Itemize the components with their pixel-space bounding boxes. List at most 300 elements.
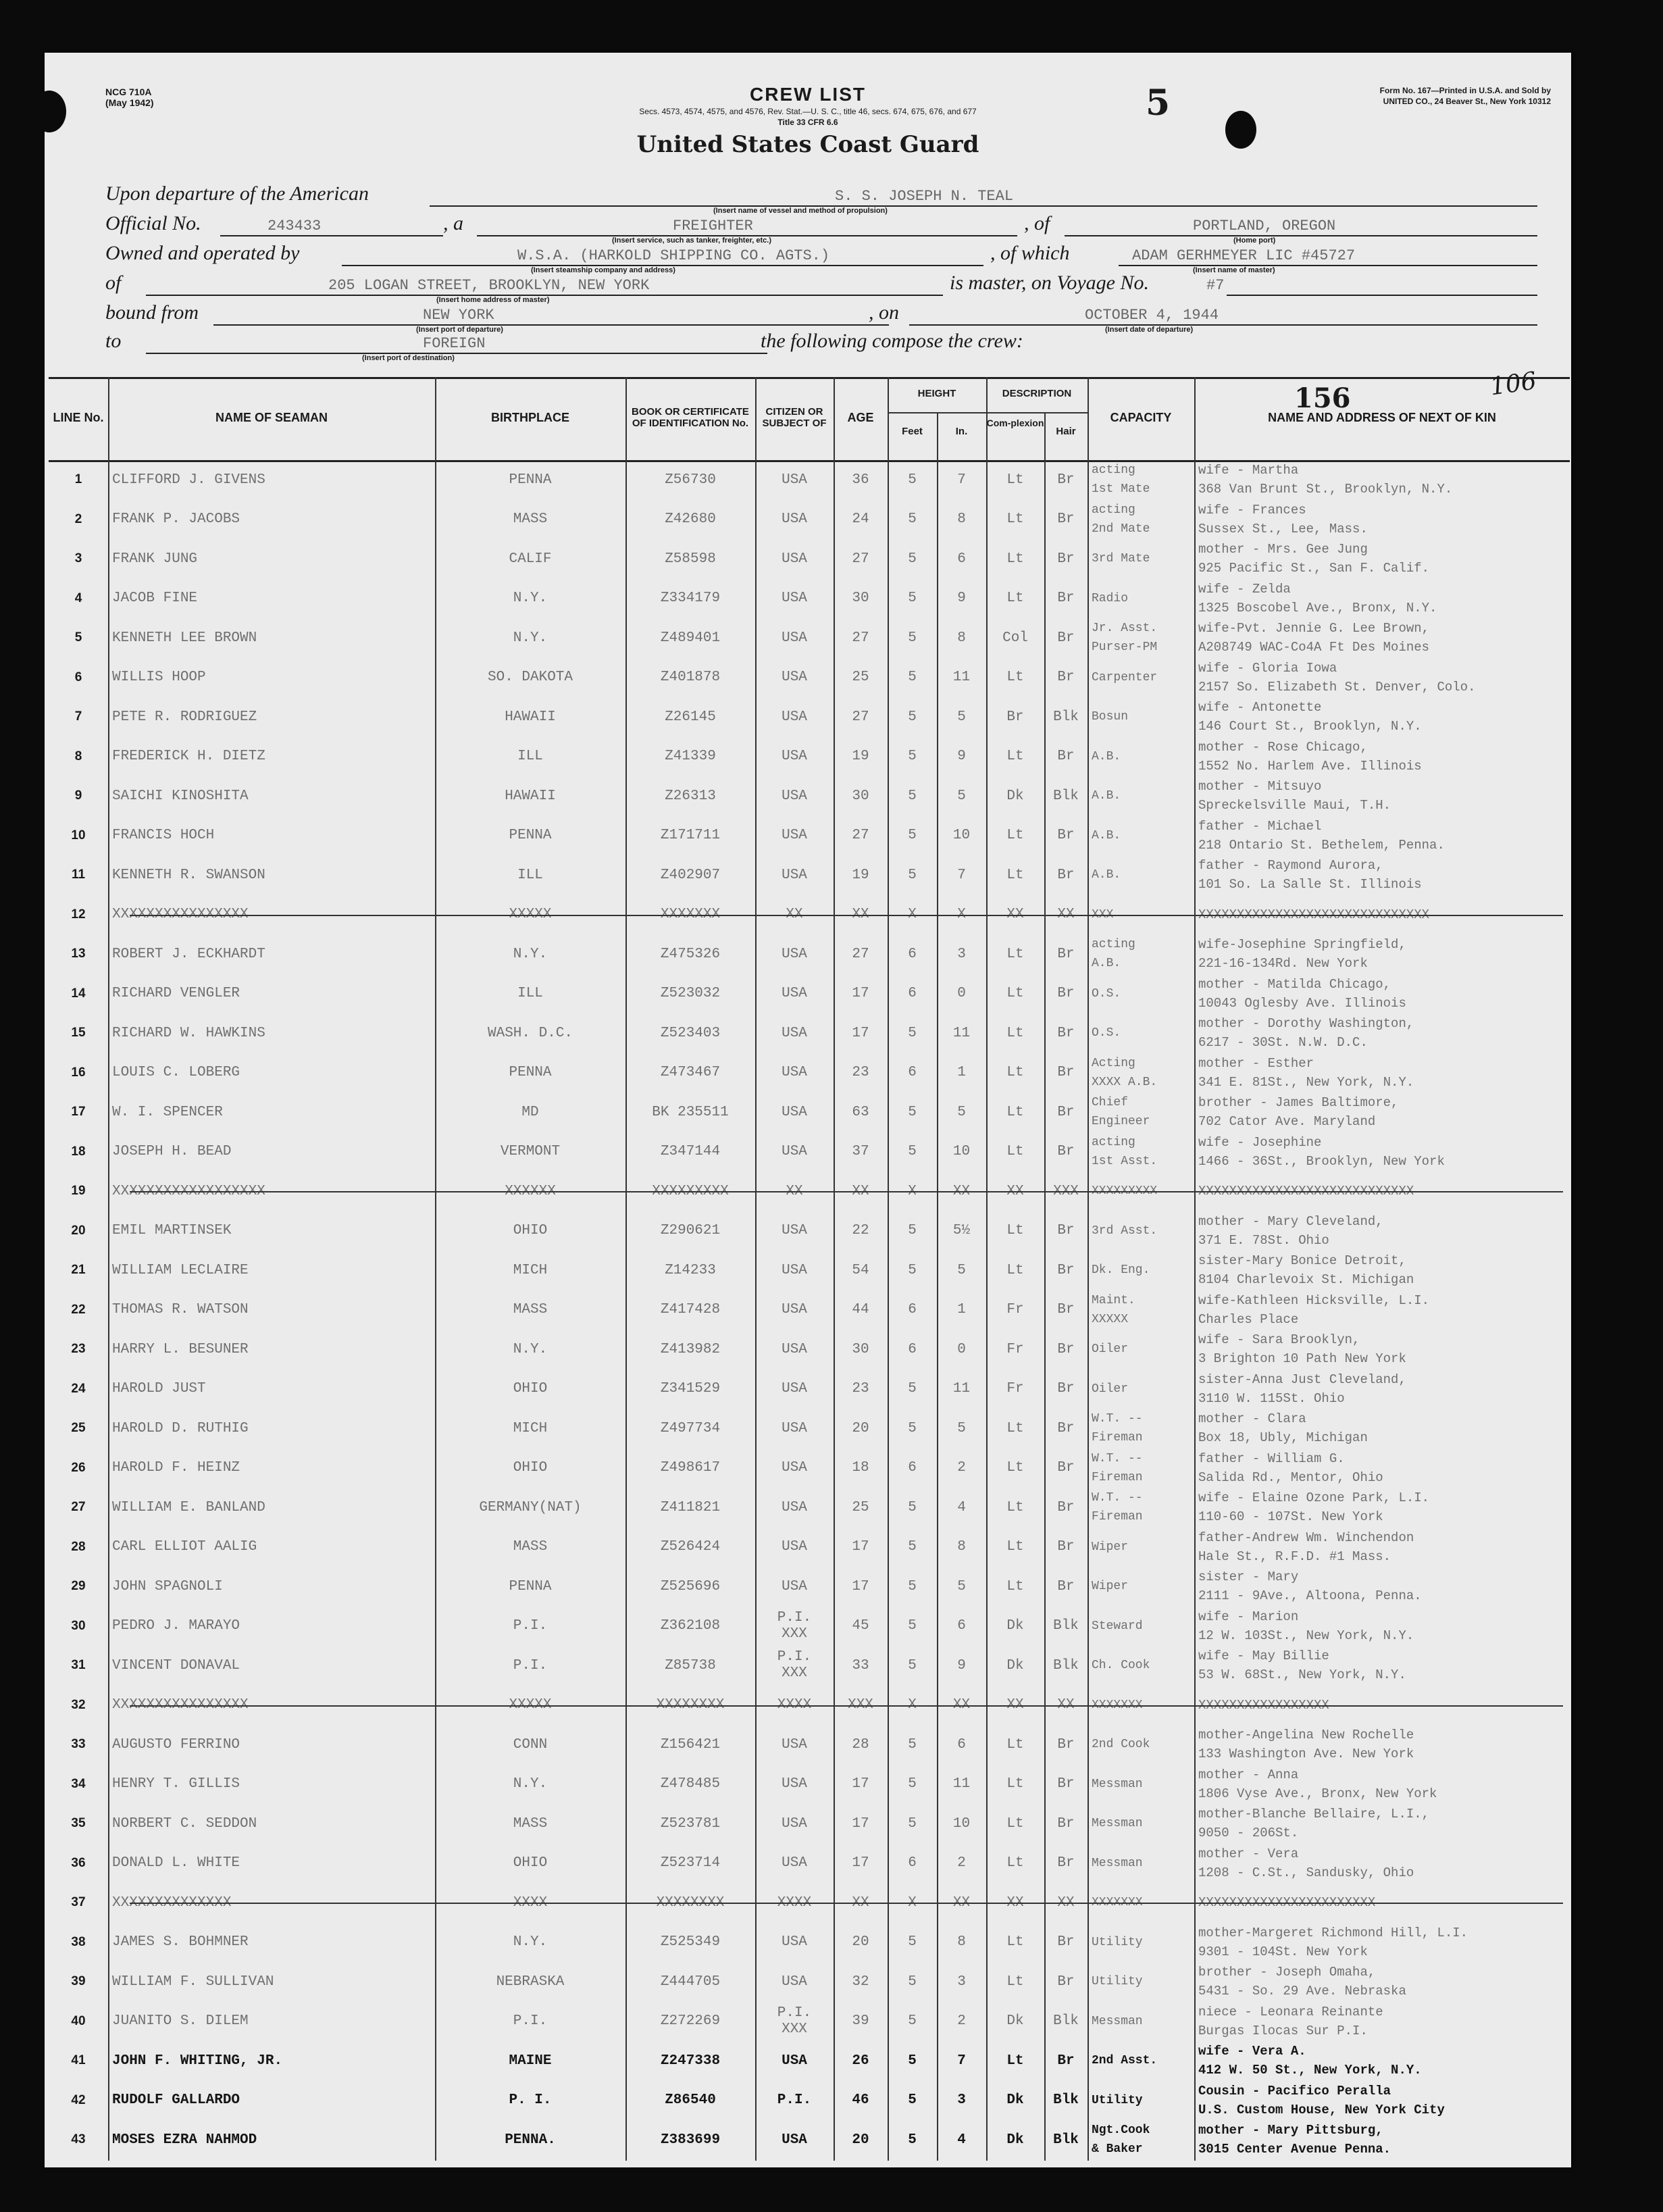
cell-cit: USA [782,1341,807,1357]
cell-kin [1194,500,1574,539]
official-no: 243433 [267,218,322,234]
cell-cit: USA [782,1815,807,1832]
cell-kin [1194,2081,1574,2120]
cell-cap [1088,1013,1198,1053]
cap-line: acting [1092,503,1135,517]
cell-birth: SO. DAKOTA [487,670,573,685]
cell-cap [1088,1725,1198,1764]
cell-cap [1088,539,1198,578]
cell-birth: WASH. D.C. [487,1025,573,1041]
kin-line: Charles Place [1198,1311,1299,1327]
cap-line: Oiler [1092,1382,1129,1396]
kin-line: mother - Mitsuyo [1198,779,1322,794]
kin-line: wife-Josephine Springfield, [1198,937,1406,952]
cell-hair: Br [1057,749,1075,764]
cell-age: 17 [852,1578,869,1594]
cell-ft: 5 [908,1657,917,1674]
cell-birth: XXXX [513,1894,548,1911]
cell-comp: Lt [1006,2053,1024,2069]
kin-line: wife - Josephine [1198,1134,1322,1150]
table-row [49,1883,1570,1922]
table-row [49,934,1570,974]
cell-ft: 6 [908,1065,917,1080]
cell-ft: 5 [908,1420,917,1436]
cell-comp: Dk [1006,2013,1024,2029]
cap-line: Steward [1092,1619,1143,1633]
cell-kin [1194,1330,1574,1369]
citizen-line: P.I. [777,1649,812,1665]
cell-comp: Lt [1006,1223,1024,1238]
cell-comp: Dk [1006,2132,1024,2148]
cap-line: Chief [1092,1096,1129,1109]
cell-birth: N.Y. [513,1934,548,1950]
cell-in: 5 [957,788,966,804]
cell-in: X [957,907,966,922]
cell-birth: CONN [513,1736,548,1753]
cell-hair: Br [1057,1934,1075,1950]
kin-line: XXXXXXXXXXXXXXXXXXXXXXXXXXXXXX [1198,907,1430,922]
kin-line: brother - James Baltimore, [1198,1095,1399,1110]
cell-name: WILLIS HOOP [112,670,206,685]
kin-line: 925 Pacific St., San F. Calif. [1198,561,1430,576]
kin-line: 101 So. La Salle St. Illinois [1198,877,1422,892]
cell-hair: XX [1057,907,1075,922]
cap-line: Ch. Cook [1092,1659,1150,1672]
kin-line: 341 E. 81St., New York, N.Y. [1198,1074,1414,1090]
cell-cap [1088,1330,1198,1369]
cap-line: acting [1092,1135,1135,1149]
departure-date: OCTOBER 4, 1944 [1085,307,1219,324]
cell-age: 45 [852,1618,869,1634]
cap-line: Utility [1092,1935,1143,1949]
cap-line: Purser-PM [1092,640,1158,654]
cell-book: Z272269 [660,2013,721,2029]
cell-age: 39 [852,2013,869,2029]
cell-cap [1088,974,1198,1013]
table-row [49,2120,1570,2159]
cell-ft: 5 [908,1618,917,1634]
cell-kin [1194,1369,1574,1409]
cell-no: 16 [71,1065,86,1080]
cell-ft: 5 [908,2132,917,2148]
cell-in: 8 [957,630,966,646]
kin-line: XXXXXXXXXXXXXXXXX [1198,1697,1329,1713]
cell-comp: XX [1006,1183,1024,1199]
cell-age: 23 [852,1381,869,1397]
cell-hair: Blk [1053,709,1079,725]
cell-birth: OHIO [513,1460,548,1476]
cell-cit: USA [782,828,807,843]
cell-in: 3 [957,2092,966,2108]
cell-comp: Lt [1006,511,1024,527]
cap-line: Wiper [1092,1580,1129,1593]
cell-no: 23 [71,1342,86,1356]
table-row [49,539,1570,578]
cell-book: Z290621 [660,1223,721,1238]
cell-age: 44 [852,1302,869,1317]
cell-ft: 6 [908,1302,917,1317]
cap-line: XXXXXXXXX [1092,1184,1158,1198]
cell-comp: Lt [1006,1499,1024,1515]
cell-cit: USA [782,472,807,488]
kin-line: mother - Mrs. Gee Jung [1198,542,1368,557]
cell-age: 46 [852,2092,869,2108]
cell-age: 17 [852,1815,869,1832]
cell-no: 40 [71,2013,86,2028]
cell-kin [1194,737,1574,776]
cell-no: 27 [71,1500,86,1514]
table-row [49,1646,1570,1685]
kin-line: sister-Mary Bonice Detroit, [1198,1253,1406,1268]
cap-line: 2nd Mate [1092,522,1150,536]
cell-comp: Lt [1006,551,1024,567]
cell-book: Z475326 [660,946,721,962]
kin-line: 368 Van Brunt St., Brooklyn, N.Y. [1198,482,1453,497]
kin-line: mother - Vera [1198,1846,1299,1861]
table-row [49,579,1570,618]
cell-comp: Lt [1006,1262,1024,1278]
cell-book: Z526424 [660,1539,721,1555]
cell-ft: 5 [908,1539,917,1555]
cell-no: 37 [71,1895,86,1909]
cell-cap [1088,1528,1198,1567]
cell-in: 6 [957,1736,966,1753]
cell-cit: P.I. [777,2092,812,2108]
cell-birth: PENNA [509,1578,552,1594]
cell-birth: ILL [517,986,543,1001]
cell-age: 17 [852,1539,869,1555]
kin-line: 702 Cator Ave. Maryland [1198,1114,1376,1129]
cell-ft: 5 [908,670,917,685]
cell-ft: 5 [908,630,917,646]
cap-line: Jr. Asst. [1092,622,1158,635]
cell-no: 9 [74,788,82,803]
cell-ft: 5 [908,1144,917,1159]
cell-cit: USA [782,1144,807,1159]
kin-line: U.S. Custom House, New York City [1198,2102,1445,2117]
cell-no: 41 [71,2053,86,2067]
cell-name: VINCENT DONAVAL [112,1657,240,1674]
cell-comp: Lt [1006,472,1024,488]
cell-no: 11 [71,868,86,882]
cell-kin [1194,1013,1574,1053]
cell-ft: 5 [908,788,917,804]
cap-line: W.T. -- [1092,1491,1143,1505]
cell-no: 43 [71,2132,86,2146]
cell-in: 2 [957,1855,966,1871]
cap-line: A.B. [1092,957,1121,970]
cell-name: DONALD L. WHITE [112,1855,240,1871]
cell-cit: USA [782,946,807,962]
cfr-reference: Title 33 CFR 6.6 [777,118,838,127]
table-row [49,737,1570,776]
table-row [49,1013,1570,1053]
cell-kin [1194,618,1574,657]
cell-ft: 5 [908,2053,917,2069]
cell-cap [1088,1488,1198,1527]
cell-cit: USA [782,1025,807,1041]
cell-name: WILLIAM F. SULLIVAN [112,1974,274,1990]
cap-line: 1st Asst. [1092,1154,1158,1168]
table-row [49,1092,1570,1132]
cell-cit: USA [782,1223,807,1238]
cell-age: XXX [848,1697,873,1713]
kin-line: mother - Clara [1198,1411,1306,1426]
cell-ft: 5 [908,1262,917,1278]
cell-comp: Lt [1006,670,1024,685]
port-departure: NEW YORK [423,307,494,324]
cell-cap [1088,816,1198,855]
cell-cit: USA [782,551,807,567]
cell-ft: 5 [908,590,917,606]
strike-line [130,1705,1563,1707]
cell-kin [1194,1567,1574,1606]
cell-ft: 5 [908,1223,917,1238]
cell-book: Z341529 [660,1381,721,1397]
kin-line: 133 Washington Ave. New York [1198,1746,1414,1761]
cell-in: 7 [957,472,966,488]
table-row [49,1330,1570,1369]
cap-line: Acting [1092,1056,1135,1070]
cell-name: JOHN SPAGNOLI [112,1578,223,1594]
cell-cit: USA [782,1381,807,1397]
col-name: NAME OF SEAMAN [215,411,328,424]
cell-hair: Br [1057,1776,1075,1792]
cap-line: Messman [1092,2014,1143,2028]
cell-hair: Br [1057,2053,1075,2069]
cell-cap [1088,697,1198,736]
cell-cap [1088,1923,1198,1962]
cell-comp: Lt [1006,1104,1024,1120]
cell-hair: Br [1057,472,1075,488]
cell-cit: USA [782,1302,807,1317]
cell-book: XXXXXXXXX [652,1183,729,1199]
cell-birth: MASS [513,511,548,527]
cell-birth: ILL [517,749,543,764]
cell-kin [1194,1646,1574,1685]
kin-line: 10043 Oglesby Ave. Illinois [1198,995,1406,1011]
cell-ft: 5 [908,551,917,567]
cell-cit: USA [782,2132,807,2148]
cell-birth: HAWAII [505,788,556,804]
kin-line: father - Raymond Aurora, [1198,858,1383,873]
cell-kin [1194,1765,1574,1804]
kin-line: XXXXXXXXXXXXXXXXXXXXXXXXXXXX [1198,1184,1414,1199]
cell-no: 6 [74,670,82,684]
cell-in: 5 [957,1578,966,1594]
cell-birth: P.I. [513,1657,548,1674]
cell-in: 10 [952,1144,971,1159]
cap-line: Messman [1092,1817,1143,1830]
cell-age: 17 [852,986,869,1001]
cell-cap [1088,1211,1198,1251]
cell-name: HARRY L. BESUNER [112,1341,249,1357]
cell-book: Z383699 [660,2132,721,2148]
cell-comp: Fr [1006,1381,1024,1397]
home-port: PORTLAND, OREGON [1193,218,1336,234]
kin-line: 9301 - 104St. New York [1198,1944,1368,1959]
col-citizen: CITIZEN OR SUBJECT OF [762,406,827,429]
cell-kin [1194,776,1574,815]
kin-line: A208749 WAC-Co4A Ft Des Moines [1198,640,1430,655]
cell-kin [1194,974,1574,1013]
cell-cit: USA [782,1065,807,1080]
cell-hair: Br [1057,1302,1075,1317]
cell-kin [1194,1488,1574,1527]
cell-ft: X [908,907,917,922]
cell-kin [1194,1449,1574,1488]
cell-cit [755,2002,834,2041]
table-row [49,1607,1570,1646]
cell-book: Z402907 [660,867,721,883]
cell-age: 30 [852,590,869,606]
cell-kin [1194,1844,1574,1883]
cell-comp: Lt [1006,1144,1024,1159]
kin-line: wife - Sara Brooklyn, [1198,1332,1360,1347]
cell-book: BK 235511 [652,1104,729,1120]
table-row [49,1567,1570,1606]
cell-hair: Br [1057,1262,1075,1278]
cell-age: 30 [852,1341,869,1357]
cell-ft: 6 [908,986,917,1001]
cell-no: 13 [71,947,86,961]
table-row [49,2081,1570,2120]
cell-kin [1194,1725,1574,1764]
cell-birth: OHIO [513,1855,548,1871]
voyage-no: #7 [1206,277,1225,294]
cell-cap [1088,1607,1198,1646]
cell-ft: 5 [908,1499,917,1515]
cell-comp: Lt [1006,1539,1024,1555]
cell-hair: Br [1057,1223,1075,1238]
cell-no: 35 [71,1816,86,1830]
cell-book: XXXXXXXX [656,1894,725,1911]
cell-cit: USA [782,1776,807,1792]
kin-line: wife - Vera A. [1198,2044,1306,2059]
vessel-name: S. S. JOSEPH N. TEAL [835,188,1014,205]
cell-age: 27 [852,630,869,646]
cell-book: Z413982 [660,1341,721,1357]
cell-cit: USA [782,630,807,646]
cell-no: 24 [71,1381,86,1396]
cell-cap [1088,618,1198,657]
cell-book: Z444705 [660,1974,721,1990]
kin-line: 218 Ontario St. Bethelem, Penna. [1198,837,1445,853]
cell-cit: USA [782,1104,807,1120]
table-row [49,1488,1570,1527]
table-row [49,1923,1570,1962]
col-capacity: CAPACITY [1110,411,1172,424]
kin-line: Burgas Ilocas Sur P.I. [1198,2023,1368,2038]
cap-line: Messman [1092,1777,1143,1791]
cell-ft: 5 [908,1578,917,1594]
cell-age: 30 [852,788,869,804]
table-row [49,1804,1570,1843]
cell-age: 22 [852,1223,869,1238]
cell-comp: Lt [1006,867,1024,883]
cell-ft: 6 [908,946,917,962]
kin-line: mother-Margeret Richmond Hill, L.I. [1198,1925,1468,1940]
cell-name: XXXXXXXXXXXXXXXXXX [112,1183,265,1199]
cell-kin [1194,539,1574,578]
cell-cit: USA [782,749,807,764]
citizen-strike: XXX [782,1626,807,1642]
cap-line: O.S. [1092,986,1121,1001]
cell-in: 11 [952,1381,971,1397]
cell-hair: Br [1057,1499,1075,1515]
col-age: AGE [847,411,874,424]
cell-no: 29 [71,1579,86,1593]
kin-line: mother - Anna [1198,1767,1299,1782]
table-row [49,1449,1570,1488]
table-row [49,776,1570,815]
cell-comp: Dk [1006,1657,1024,1674]
page-number-stamp: 156 [1294,382,1351,414]
cell-comp: Lt [1006,1460,1024,1476]
cell-book: Z14233 [665,1262,716,1278]
cell-comp: Lt [1006,1855,1024,1871]
cap-line: 2nd Asst. [1092,2054,1158,2067]
cell-cap [1088,1567,1198,1606]
strike-line [130,915,1563,916]
cell-name: EMIL MARTINSEK [112,1223,232,1238]
cell-birth: VERMONT [500,1144,561,1159]
kin-line: mother - Mary Cleveland, [1198,1213,1383,1229]
cell-kin [1194,1092,1574,1132]
cell-name: HAROLD JUST [112,1381,206,1397]
cap-line: Fireman [1092,1470,1143,1484]
cell-in: 5 [957,1420,966,1436]
cell-hair: Blk [1053,2013,1079,2029]
label-owned: Owned and operated by [105,242,300,264]
cell-in: 2 [957,2013,966,2029]
cell-cit: USA [782,2053,807,2069]
cell-ft: 5 [908,828,917,843]
cell-hair: Br [1057,1578,1075,1594]
cell-cit [755,1646,834,1685]
cell-no: 21 [71,1263,86,1277]
kin-line: 6217 - 30St. N.W. D.C. [1198,1035,1368,1050]
kin-line: sister - Mary [1198,1569,1299,1584]
cell-book: Z525349 [660,1934,721,1950]
cell-birth: MASS [513,1815,548,1832]
cell-hair: Br [1057,670,1075,685]
cap-line: Engineer [1092,1115,1150,1128]
cell-cit: USA [782,1934,807,1950]
label-official: Official No. [105,212,201,234]
cell-comp: XX [1006,907,1024,922]
cell-hair: Br [1057,1855,1075,1871]
cell-book: Z247338 [660,2053,721,2069]
owner: W.S.A. (HARKOLD SHIPPING CO. AGTS.) [517,247,830,264]
cell-hair: Br [1057,590,1075,606]
cell-age: 20 [852,1420,869,1436]
cell-age: 27 [852,946,869,962]
cell-cit: USA [782,1855,807,1871]
cell-no: 22 [71,1302,86,1317]
cap-line: 3rd Mate [1092,552,1150,565]
cell-ft: 5 [908,1104,917,1120]
cell-comp: Lt [1006,986,1024,1001]
cell-in: 11 [952,1025,971,1041]
kin-line: XXXXXXXXXXXXXXXXXXXXXXX [1198,1895,1376,1910]
kin-line: 9050 - 206St. [1198,1826,1299,1840]
cell-book: Z523781 [660,1815,721,1832]
cell-birth: P.I. [513,2013,548,2029]
cell-no: 1 [74,472,82,486]
cell-in: XX [952,1183,971,1199]
kin-line: Sussex St., Lee, Mass. [1198,521,1368,536]
